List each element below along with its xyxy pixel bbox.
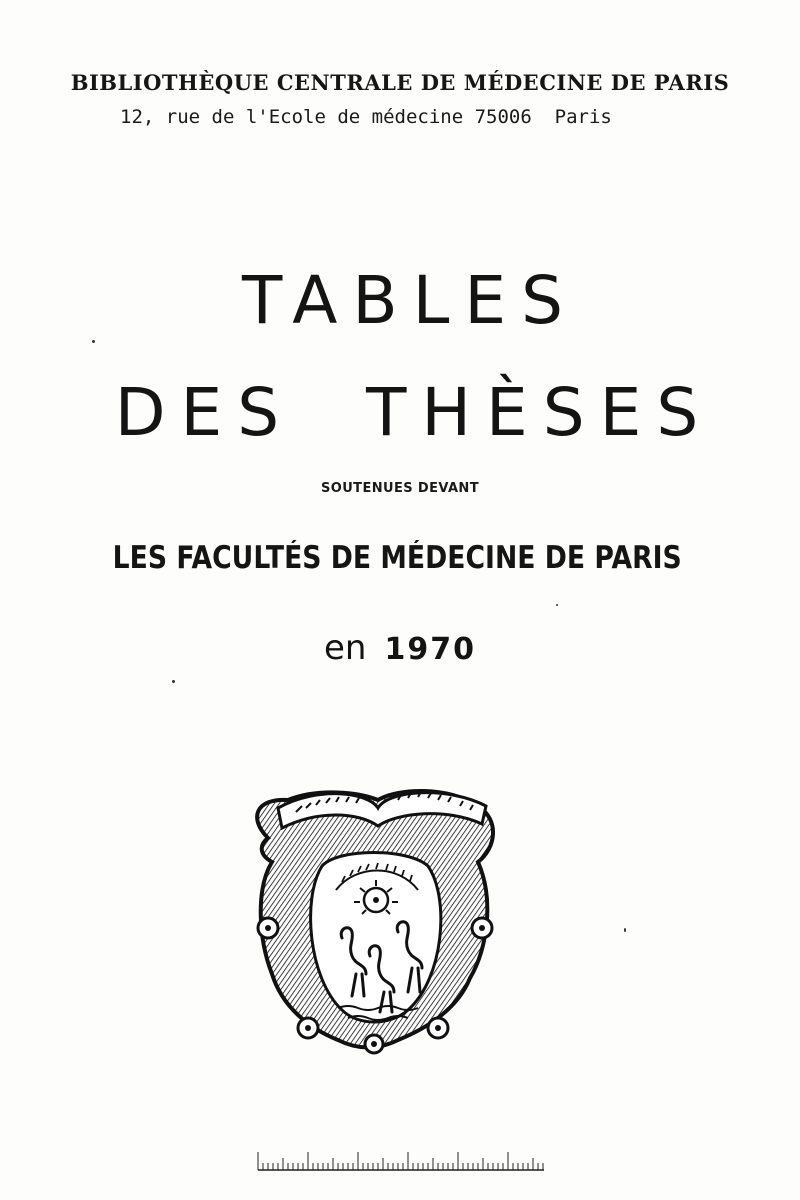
year-prefix: en bbox=[324, 628, 367, 668]
title-line-2: DES THÈSES bbox=[114, 374, 714, 451]
year-line bbox=[0, 628, 800, 668]
institution-name: BIBLIOTHÈQUE CENTRALE DE MÉDECINE DE PARIS bbox=[70, 70, 730, 95]
scan-speck bbox=[92, 340, 95, 343]
title-line-1: TABLES bbox=[242, 262, 578, 339]
year-value: 1970 bbox=[384, 632, 476, 667]
coat-of-arms-emblem-icon bbox=[238, 778, 508, 1058]
scan-speck bbox=[172, 680, 175, 683]
scan-speck bbox=[624, 928, 626, 932]
institution-address: 12, rue de l'Ecole de médecine 75006 Paris bbox=[120, 106, 612, 128]
scan-speck bbox=[556, 604, 558, 606]
ruler-scale-bar-icon bbox=[256, 1150, 546, 1172]
faculty-name: LES FACULTÉS DE MÉDECINE DE PARIS bbox=[112, 540, 682, 576]
subtitle: SOUTENUES DEVANT bbox=[321, 481, 479, 496]
